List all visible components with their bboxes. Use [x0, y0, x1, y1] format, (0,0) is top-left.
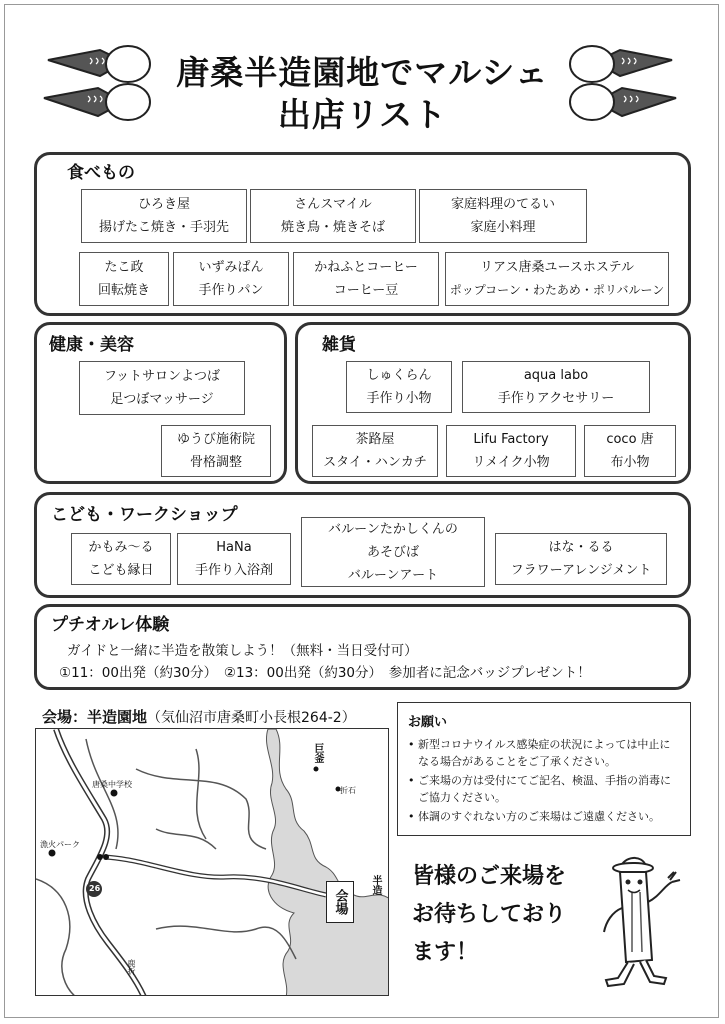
vendor-name: かもみ〜る — [88, 540, 154, 555]
notice-box — [397, 702, 691, 836]
vendor-card — [312, 425, 438, 477]
vendor-card — [79, 361, 245, 415]
map-route-number: 26 — [89, 884, 101, 893]
map-venue-marker: 会場 — [326, 881, 354, 923]
workshop-title: プチオルレ体験 — [51, 615, 170, 635]
vendor-name: 茶路屋 — [355, 432, 395, 447]
notice-item: • 体調のすぐれない方のご来場はご遠慮ください。 — [408, 810, 660, 823]
vendor-card — [495, 533, 667, 585]
vendor-desc: 布小物 — [610, 455, 650, 470]
vendor-desc: 手作り入浴剤 — [194, 563, 273, 578]
vendor-name: coco 唐 — [606, 432, 654, 447]
page-title-line1: 唐桑半造園地でマルシェ — [176, 53, 549, 92]
map-roads — [36, 729, 389, 996]
vendor-name: 家庭料理のてるい — [450, 197, 555, 212]
notice-item-text: 新型コロナウイルス感染症の状況によっては中止になる場合があることをご了承ください。 — [418, 738, 671, 768]
notice-item: • ご来場の方は受付にてご記名、検温、手指の消毒にご協力ください。 — [408, 774, 671, 804]
vendor-desc: ポップコーン・わたあめ・ポリバルーン — [449, 283, 665, 297]
food-panel — [34, 152, 691, 316]
workshop-line1: ガイドと一緒に半造を散策しよう！（無料・当日受付可） — [67, 643, 418, 659]
kids-panel — [34, 492, 691, 598]
vendor-name: いずみぱん — [198, 260, 264, 275]
map-label-shikaori: 鹿折 — [127, 959, 136, 975]
vendor-desc: 焼き鳥・焼きそば — [280, 220, 385, 235]
vendor-card — [445, 252, 669, 306]
map-label-hanzo: 半造 — [370, 875, 381, 895]
vendor-name: ゆうび施術院 — [176, 432, 255, 447]
vendor-card — [446, 425, 576, 477]
vendor-card — [81, 189, 247, 243]
kids-title: こども・ワークショップ — [51, 505, 238, 525]
vendor-name-2: あそびば — [366, 544, 419, 560]
food-title: 食べもの — [67, 163, 135, 183]
notice-item: • 新型コロナウイルス感染症の状況によっては中止になる場合があることをご了承ください。 — [408, 738, 671, 768]
notice-item-text: 体調のすぐれない方のご来場はご遠慮ください。 — [418, 810, 660, 823]
vendor-desc: バルーンアート — [347, 567, 439, 583]
map-label-school: 唐桑中学校 — [92, 780, 132, 789]
venue-map — [35, 728, 389, 996]
vendor-card — [419, 189, 587, 243]
page-title-line2: 出店リスト — [277, 95, 448, 134]
vendor-name: さんスマイル — [294, 197, 372, 212]
vendor-card — [71, 533, 171, 585]
welcome-message — [412, 858, 566, 972]
map-label-park: 漁火パーク — [40, 840, 80, 849]
venue-label: 会場：半造園地 — [42, 708, 148, 726]
vendor-name: はな・るる — [548, 540, 614, 555]
health-title: 健康・美容 — [49, 335, 134, 355]
vendor-name: Lifu Factory — [473, 432, 549, 447]
vendor-name: ひろき屋 — [137, 197, 190, 212]
workshop-line2: ①11：00出発（約30分） ②13：00出発（約30分） 参加者に記念バッジプレゼント！ — [59, 665, 591, 681]
vendor-card — [79, 252, 169, 306]
vendor-name: フットサロンよつば — [103, 369, 221, 384]
vendor-name: バルーンたかしくんの — [328, 521, 458, 537]
vendor-desc: 手作りパン — [198, 283, 264, 298]
mascot-illustration — [598, 852, 688, 992]
goods-panel — [295, 322, 691, 484]
vendor-name: しゅくらん — [366, 368, 432, 383]
vendor-desc: 手作り小物 — [366, 391, 432, 406]
vendor-card — [462, 361, 650, 413]
vendor-desc: 回転焼き — [97, 283, 150, 298]
vendor-desc: 足つぼマッサージ — [110, 392, 214, 407]
notice-item-text: ご来場の方は受付にてご記名、検温、手指の消毒にご協力ください。 — [418, 774, 671, 804]
vendor-card — [584, 425, 676, 477]
vendor-card — [173, 252, 289, 306]
vendor-name: リアス唐桑ユースホステル — [480, 260, 634, 275]
vendor-name: たこ政 — [104, 260, 144, 275]
welcome-line1: 皆様のご来場を — [412, 864, 567, 889]
map-label-oreishi: 折石 — [340, 786, 356, 795]
notice-title: お願い — [408, 715, 448, 730]
vendor-name: aqua labo — [523, 368, 589, 383]
vendor-card — [177, 533, 291, 585]
vendor-card — [250, 189, 416, 243]
vendor-card — [161, 425, 271, 477]
vendor-desc: こども縁日 — [88, 563, 154, 578]
vendor-desc: リメイク小物 — [472, 455, 550, 470]
vendor-desc: 家庭小料理 — [470, 220, 536, 235]
vendor-name: かねふとコーヒー — [314, 260, 418, 275]
map-label-okama: 巨釜 — [312, 743, 323, 763]
workshop-panel — [34, 604, 691, 690]
health-panel — [34, 322, 287, 484]
vendor-desc: コーヒー豆 — [333, 283, 399, 298]
vendor-desc: スタイ・ハンカチ — [323, 455, 427, 470]
goods-title: 雑貨 — [322, 335, 356, 355]
vendor-card — [346, 361, 452, 413]
vendor-desc: 揚げたこ焼き・手羽先 — [98, 220, 229, 235]
vendor-name: HaNa — [216, 540, 252, 555]
welcome-line3: ます！ — [412, 940, 479, 965]
venue-address: （気仙沼市唐桑町小長根264-2） — [147, 710, 356, 726]
vendor-card — [301, 517, 485, 587]
vendor-desc: 手作りアクセサリー — [497, 391, 615, 406]
fish-illustration-right — [560, 40, 680, 140]
welcome-line2: お待ちしており — [412, 902, 567, 927]
fish-illustration-left — [40, 40, 160, 140]
vendor-card — [293, 252, 439, 306]
vendor-desc: 骨格調整 — [189, 455, 242, 470]
vendor-desc: フラワーアレンジメント — [510, 563, 652, 578]
venue-heading — [42, 706, 356, 727]
